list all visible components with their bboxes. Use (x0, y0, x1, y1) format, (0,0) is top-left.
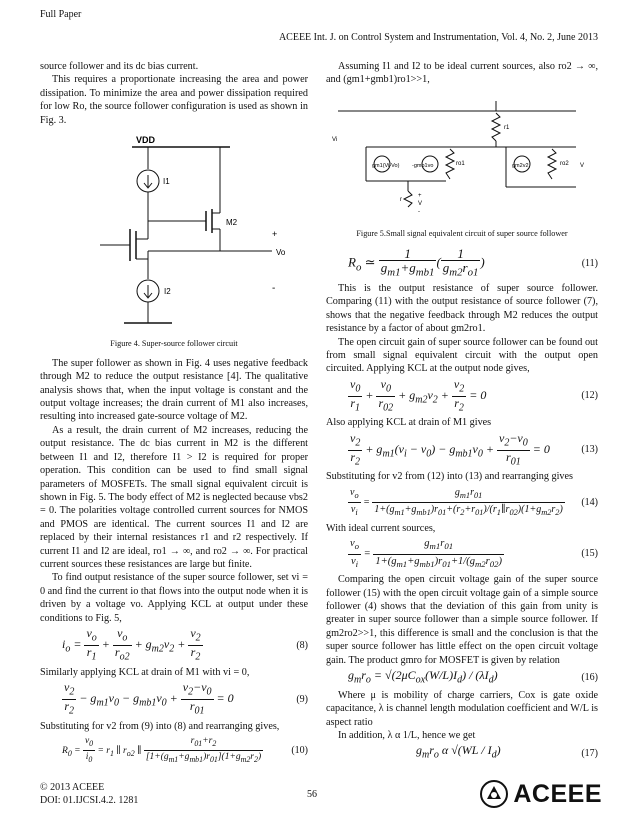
equation-number: (17) (581, 747, 598, 759)
paragraph: This requires a proportionate increasing the area and power dissipation. To minimize the area and power dissipation required for low Ro, the source follower configuration is used as shown in Fig. 3. (40, 74, 308, 126)
ro1-label: ro1 (456, 160, 465, 167)
equation-number: (15) (581, 548, 598, 560)
equation-number: (12) (581, 390, 598, 402)
equation-15: $\frac{v_o}{v_i}$ = $\frac{g_{m1}r_{01}}{1+(g_{m1}+g_{mb1})r_{01}+1/(g_{m2}r_{02})}$ (15) (350, 538, 598, 569)
i1-label: I1 (163, 177, 170, 187)
equation-17: $g_mr_o$ α $√(WL / I_d)$ (17) (416, 743, 598, 761)
paragraph: Where μ is mobility of charge carriers, Cox is gate oxide capacitance, λ is channel length modulation coefficient and W/L is aspect ratio (326, 689, 598, 728)
equation-16: $g_mr_o = √(2\mu C_{ox}(W/L)I_d) / (\lambda I_d)$ (16) (348, 667, 598, 686)
paragraph: In addition, λ α 1/L, hence we get (338, 729, 476, 741)
aceee-logo-icon (479, 779, 509, 809)
equation-number: (11) (581, 257, 598, 269)
left-column (40, 60, 308, 769)
vo-label: Vo (276, 248, 286, 258)
equation-12: $\frac{v_0}{r_1}$ + $\frac{v_0}{r_{02}}$ + $g_{m2}v_2$ + $\frac{v_2}{r_2}$ = 0 (12) (350, 376, 598, 414)
figure-4-caption: Figure 4. Super-source follower circuit (110, 339, 238, 349)
equation-number: (14) (581, 497, 598, 509)
equation-number: (13) (581, 444, 598, 456)
running-header-left: Full Paper (40, 9, 82, 20)
running-header-right: ACEEE Int. J. on Control System and Instrumentation, Vol. 4, No. 2, June 2013 (278, 32, 598, 43)
publisher-logo (479, 779, 602, 809)
paragraph: To find output resistance of the super source follower, set vi = 0 and find the current io that flows into the output node when it is driven by a voltage vo. Applying KCL at output under these conditions to Fig. 5, (40, 572, 308, 624)
i2-label: I2 (164, 287, 171, 297)
logo-text: ACEEE (513, 779, 602, 808)
plus-sign: + (418, 192, 422, 199)
equation-13: $\frac{v_2}{r_2}$ + $g_{m1}(v_i - v_0) - g_{mb1}v_0$ + $\frac{v_2-v_0}{r_{01}}$ = 0 (13) (350, 430, 598, 468)
paragraph: Substituting for v2 from (12) into (13) and rearranging gives (326, 471, 573, 483)
equation-number: (8) (296, 639, 308, 651)
ro2-label: ro2 (560, 160, 569, 167)
paragraph: Assuming I1 and I2 to be ideal current sources, also ro2 → ∞, and (gm1+gmb1)ro1>>1, (326, 61, 598, 86)
equation-14: $\frac{v_o}{v_i}$ = $\frac{g_{m1}r_{01}}{1+(g_{m1}+g_{mb1})r_{01}+(r_2+r_{01})/(r_1\parallel r_{02})(1+g_{m2}r_2)}$ (14) (350, 486, 598, 518)
plus-sign: + (272, 229, 278, 240)
paragraph: Also applying KCL at drain of M1 gives (326, 417, 492, 429)
equation-8: $i_o$ = $\frac{v_o}{r_1}$ + $\frac{v_o}{r_{o2}}$ + $g_{m2}v_2$ + $\frac{v_2}{r_2}$ (8) (62, 625, 308, 663)
paragraph: source follower and its dc bias current. (40, 61, 199, 72)
figure-5 (326, 91, 598, 241)
footer-left (40, 781, 138, 807)
doi: DOI: 01.IJCSI.4.2. 1281 (40, 795, 139, 806)
v-label: V (418, 200, 423, 207)
r-label: r (400, 196, 402, 203)
right-column (326, 60, 598, 764)
page-number: 56 (307, 789, 317, 800)
output-v-label: V (580, 162, 585, 169)
figure-5-caption: Figure 5.Small signal equivalent circuit of super source follower (356, 229, 568, 239)
small-signal-equivalent-schematic (326, 91, 598, 221)
gm1-source-label: gm1(Vi-Vo) (372, 162, 400, 169)
vi-label: Vi (332, 136, 338, 143)
paragraph: As a result, the drain current of M2 increases, reducing the output resistance. The dc bias current in M2 is the different between I1 and I2, therefore I1 > I2 is required for proper operation. This condition can be used to find small signal parameters of MOSFETs. The small signal equivalent circuit is shown in Fig. 5. The body effect of M2 is neglected because vbs2 = 0. The polarities voltage controlled current sources for NMOS and PMOS are identical. The current sources I1 and I2 are replaced by their internal resistances r1 and r2 respectively. If current I1 and I2 are ideal, ro1 → ∞, and ro2 → ∞. For practical current sources these resistances are large but finite. (40, 424, 308, 570)
r1-label: r1 (504, 124, 510, 131)
equation-number: (9) (296, 693, 308, 705)
equation-11: $R_o$ ≃ $\frac{1}{g_{m1}+g_{mb1}}$ ( $\frac{1}{g_{m2}r_{o1}}$ ) (11) (348, 245, 598, 279)
minus-sign: - (418, 208, 420, 215)
minus-sign: - (272, 283, 276, 295)
vdd-label: VDD (136, 135, 156, 146)
paragraph: This is the output resistance of super source follower. Comparing (11) with the output resistance of source follower (7), shows that the negative feedback through M2 reduces the output resistance by a factor of about gm2ro1. (326, 283, 598, 335)
paragraph: Similarly applying KCL at drain of M1 with vi = 0, (40, 666, 250, 678)
equation-10: $R_0$ = $\frac{v_0}{i_0}$ = $r_1$ ∥ $r_{o2}$ ∥ $\frac{r_{01}+r_2}{[1+(g_{m1}+g_{mb1})r_{01}](1+g_{m2}r_2)}$ (10) (62, 735, 308, 765)
paragraph: Substituting for v2 from (9) into (8) and rearranging gives, (40, 720, 280, 732)
gmb1-source-label: -gmb1vo (412, 162, 434, 169)
gm2-source-label: gm2v2 (512, 162, 529, 169)
equation-number: (10) (291, 745, 308, 757)
paragraph: With ideal current sources, (326, 522, 436, 534)
super-source-follower-schematic (40, 131, 308, 331)
figure-4 (40, 131, 308, 351)
m2-label: M2 (226, 218, 238, 228)
paragraph: The super follower as shown in Fig. 4 uses negative feedback through M2 to reduce the output resistance [4]. The qualitative analysis shows that, when the input voltage is constant and the output voltage increases; the drain current of M1 also increases, resulting into increased gate-source voltage of M2. (40, 357, 308, 423)
equation-number: (16) (581, 672, 598, 684)
paragraph: Comparing the open circuit voltage gain of the super source follower (15) with the open circuit voltage gain of a simple source follower (4) shows that the deviation of this gain from unity is greater in super source follower than a simple source follower. If gm2ro2>>1, this difference is small and the conclusion is that the super source follower has little effect on the open circuit voltage gain. The product gmro for MOSFET is given by relation (326, 574, 598, 666)
paragraph: The open circuit gain of super source follower can be found out from small signal equivalent circuit with the output open circuited. Applying KCL at the output node gives, (326, 336, 598, 375)
copyright: © 2013 ACEEE (40, 782, 105, 793)
equation-9: $\frac{v_2}{r_2}$ − $g_{m1}v_0 - g_{mb1}v_0$ + $\frac{v_2-v_0}{r_{01}}$ = 0 (9) (64, 679, 308, 717)
